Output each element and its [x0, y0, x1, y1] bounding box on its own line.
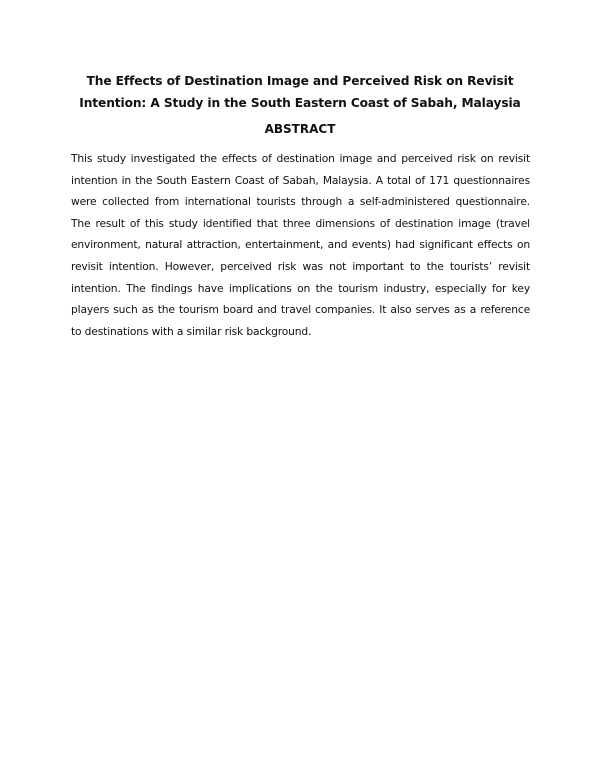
- paper-title: The Effects of Destination Image and Perceived Risk on Revisit Intention: A Study in the South Eastern Coast of Sabah, Malaysia: [79, 74, 521, 110]
- abstract-heading: ABSTRACT: [264, 122, 336, 136]
- abstract-body: This study investigated the effects of destination image and perceived risk on revisit intention in the South Eastern Coast of Sabah, Malaysia. A total of 171 questionnaires were collected from international tourists through a self-administered questionnaire. The result of this study identified that three dimensions of destination image (travel environment, natural attraction, entertainment, and events) had significant effects on revisit intention. However, perceived risk was not important to the tourists’ revisit intention. The findings have implications on the tourism industry, especially for key players such as the tourism board and travel companies. It also serves as a reference to destinations with a similar risk background.: [71, 152, 530, 338]
